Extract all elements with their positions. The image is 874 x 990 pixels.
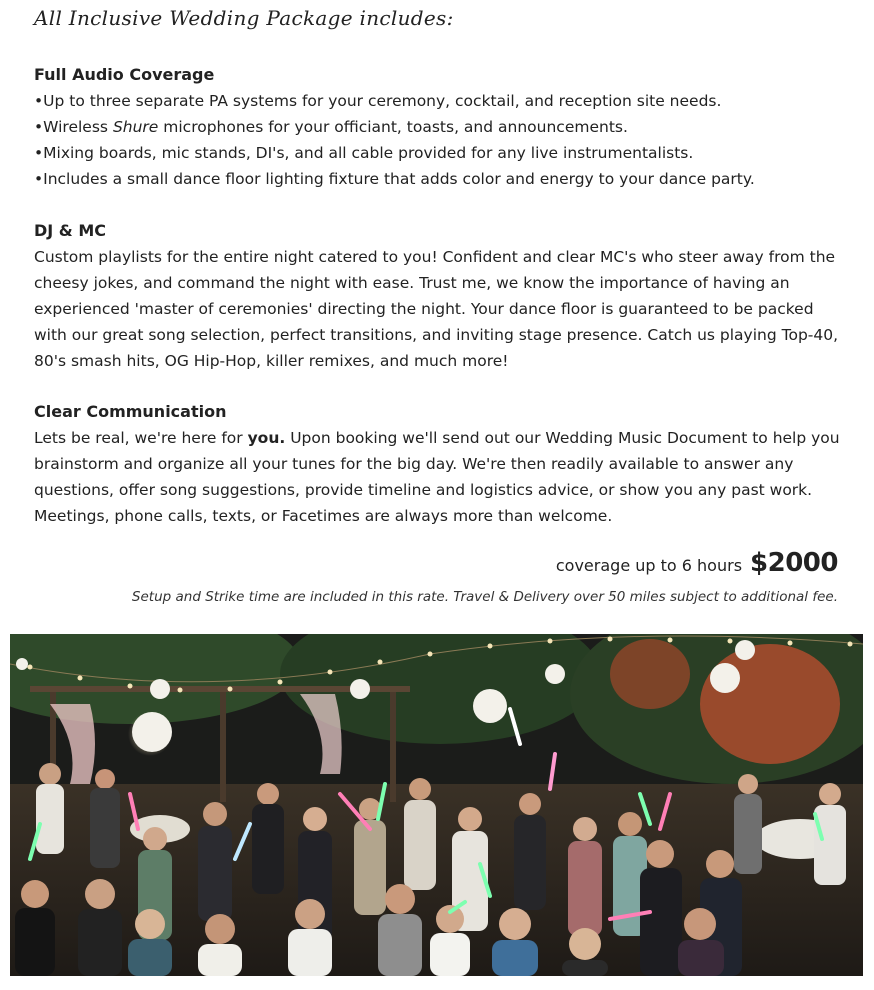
audio-title: Full Audio Coverage [34,65,215,84]
dj-title: DJ & MC [34,221,106,240]
communication-text: Lets be real, we're here for [34,429,248,447]
package-heading: All Inclusive Wedding Package includes: [34,6,454,30]
audio-item-text: •Mixing boards, mic stands, DI's, and all cable provided for any live instrumentalists. [34,144,694,162]
communication-text: Upon booking we'll send out our Wedding Music Document to help you brainstorm and organize all your tunes for the big day. We're then readily available to answer any questions, offer song suggestions, provide timeline and logistics advice, or show you any past work. Meetings, phone calls, texts, or Facetimes are always more than welcome. [34,429,840,525]
audio-item-text: •Includes a small dance floor lighting fixture that adds color and energy to your dance party. [34,170,755,188]
wedding-dance-floor-photo [10,634,863,976]
emphasis-you: you. [247,429,286,447]
audio-item-text: •Wireless [34,118,113,136]
audio-section [34,62,846,192]
communication-section [34,399,846,529]
communication-title: Clear Communication [34,402,227,421]
dj-section [34,218,846,374]
audio-item-text: microphones for your officiant, toasts, and announcements. [158,118,628,136]
communication-description [34,425,844,529]
dj-description: Custom playlists for the entire night catered to you! Confident and clear MC's who steer away from the cheesy jokes, and command the night with ease. Trust me, we know the importance of having an experienced 'master of ceremonies' directing the night. Your dance floor is guaranteed to be packed with our great song selection, perfect transitions, and inviting stage presence. Catch us playing Top-40, 80's smash hits, OG Hip-Hop, killer remixes, and much more! [34,248,839,370]
audio-item [34,114,846,140]
audio-item [34,166,846,192]
audio-item [34,88,846,114]
price-disclaimer: Setup and Strike time are included in this rate. Travel & Delivery over 50 miles subject to additional fee. [131,589,838,605]
price-amount: $2000 [750,548,838,578]
audio-item [34,140,846,166]
audio-item-text: •Up to three separate PA systems for your ceremony, cocktail, and reception site needs. [34,92,722,110]
brand-name: Shure [112,118,159,136]
photo-illustration [10,634,863,976]
coverage-label: coverage up to 6 hours [555,556,743,575]
price-row [556,548,838,578]
